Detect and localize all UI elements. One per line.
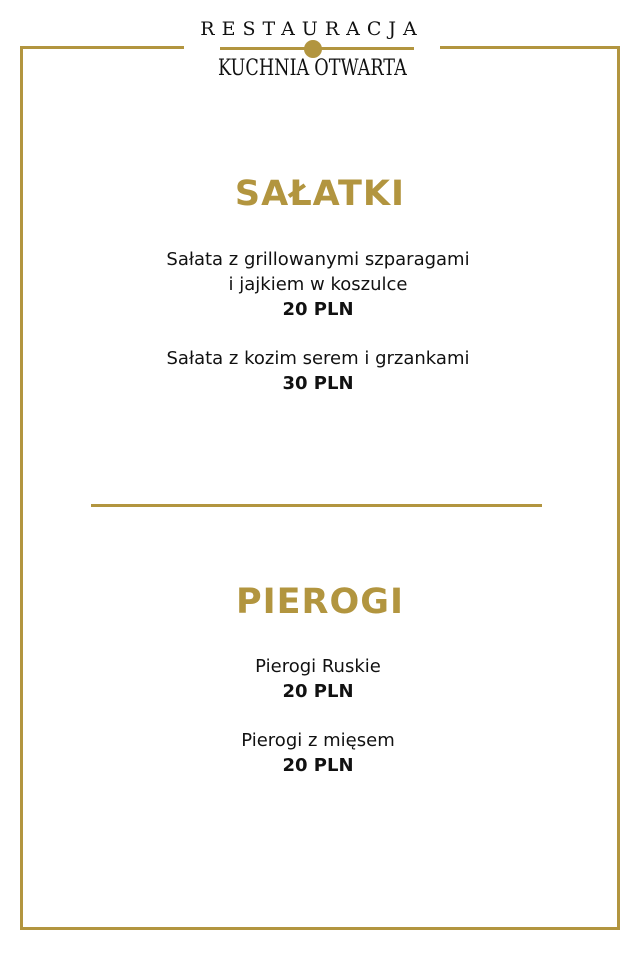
logo-bottom-left: KUCHNIA xyxy=(218,56,310,81)
section-divider xyxy=(91,504,542,507)
logo-top-text: RESTAURACJA xyxy=(200,18,424,40)
menu-item-price: 20 PLN xyxy=(282,681,354,702)
logo-bottom-right: OTWARTA xyxy=(314,56,407,81)
section-title-salatki: SAŁATKI xyxy=(234,174,406,214)
menu-item xyxy=(80,654,556,704)
menu-item-name-line1: Pierogi Ruskie xyxy=(255,656,381,677)
menu-item xyxy=(80,346,556,396)
menu-item-name-line1: Sałata z kozim serem i grzankami xyxy=(166,348,470,369)
menu-item-name-line2: i jajkiem w koszulce xyxy=(228,274,408,295)
menu-item-price: 20 PLN xyxy=(282,755,354,776)
menu-item-name-line1: Pierogi z mięsem xyxy=(241,730,395,751)
menu-item-name-line1: Sałata z grillowanymi szparagami xyxy=(166,249,470,270)
menu-item-price: 20 PLN xyxy=(282,299,354,320)
section-title-pierogi: PIEROGI xyxy=(235,582,405,622)
menu-item-price: 30 PLN xyxy=(282,373,354,394)
restaurant-logo xyxy=(184,14,440,86)
menu-item xyxy=(80,728,556,778)
logo-bottom-text xyxy=(218,56,407,82)
menu-item xyxy=(80,247,556,322)
